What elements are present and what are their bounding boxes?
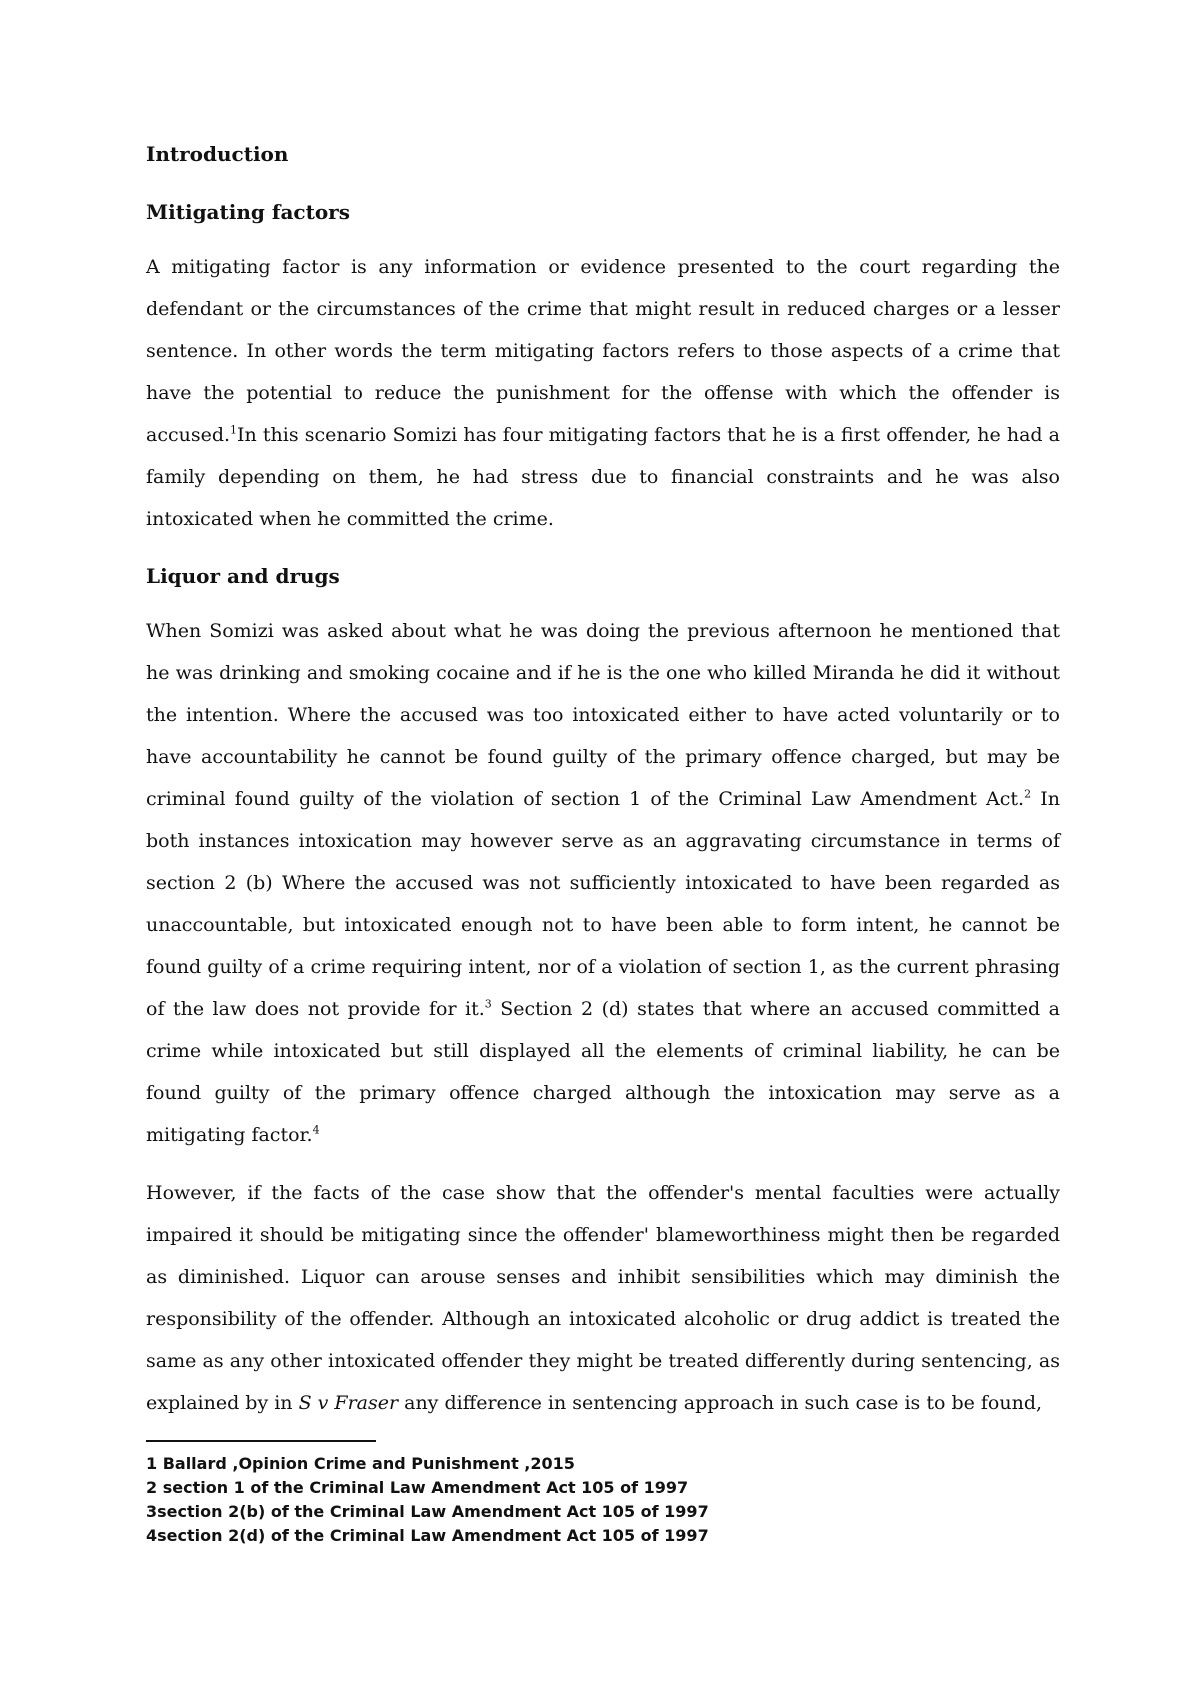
footnote-3: 3section 2(b) of the Criminal Law Amendment Act 105 of 1997 <box>146 1502 709 1521</box>
paragraph-text: However, if the facts of the case show that the offender's mental faculties were actually impaired it should be mitigating since the offender' blameworthiness might then be regarded as diminished. Liquor can arouse senses and inhibit sensibilities which may diminish the responsibility of the offender. Although an intoxicated alcoholic or drug addict is treated the same as any other intoxicated offender they might be treated differently during sentencing, as explained by in <box>146 1182 1060 1414</box>
section-heading-mitigating-factors: Mitigating factors <box>146 200 350 224</box>
section-heading-liquor-and-drugs: Liquor and drugs <box>146 564 340 588</box>
paragraph-mitigating-definition <box>146 246 1060 540</box>
paragraph-text: In this scenario Somizi has four mitigating factors that he is a first offender, he had a family depending on them, he had stress due to financial constraints and he was also intoxicated when he committed the crime. <box>146 424 1060 530</box>
paragraph-mental-faculties <box>146 1172 1060 1424</box>
document-title: Introduction <box>146 142 289 166</box>
paragraph-text: In both instances intoxication may however serve as an aggravating circumstance in terms of section 2 (b) Where the accused was not sufficiently intoxicated to have been regarded as unaccountable, but intoxicated enough not to have been able to form intent, he cannot be found guilty of a crime requiring intent, nor of a violation of section 1, as the current phrasing of the law does not provide for it. <box>146 788 1060 1020</box>
footnote-separator <box>146 1440 376 1442</box>
footnote-2: 2 section 1 of the Criminal Law Amendment Act 105 of 1997 <box>146 1478 689 1497</box>
footnote-4: 4section 2(d) of the Criminal Law Amendment Act 105 of 1997 <box>146 1526 709 1545</box>
footnote-ref-1: 1 <box>230 423 238 437</box>
paragraph-somizi-intoxication <box>146 610 1060 1156</box>
paragraph-text: any difference in sentencing approach in such case is to be found, <box>398 1392 1043 1414</box>
footnote-1: 1 Ballard ,Opinion Crime and Punishment ,2015 <box>146 1454 575 1473</box>
paragraph-text: When Somizi was asked about what he was doing the previous afternoon he mentioned that he was drinking and smoking cocaine and if he is the one who killed Miranda he did it without the intention. Where the accused was too intoxicated either to have acted voluntarily or to have accountability he cannot be found guilty of the primary offence charged, but may be criminal found guilty of the violation of section 1 of the Criminal Law Amendment Act. <box>146 620 1060 810</box>
footnotes <box>146 1452 1060 1548</box>
case-name: S v Fraser <box>298 1392 399 1414</box>
footnote-ref-4: 4 <box>312 1123 320 1137</box>
paragraph-text: Section 2 (d) states that where an accused committed a crime while intoxicated but still displayed all the elements of criminal liability, he can be found guilty of the primary offence charged although the intoxication may serve as a mitigating factor. <box>146 998 1060 1146</box>
paragraph-text: A mitigating factor is any information or evidence presented to the court regarding the defendant or the circumstances of the crime that might result in reduced charges or a lesser sentence. In other words the term mitigating factors refers to those aspects of a crime that have the potential to reduce the punishment for the offense with which the offender is accused. <box>146 256 1060 446</box>
footnote-ref-2: 2 <box>1024 787 1032 801</box>
footnote-ref-3: 3 <box>484 997 492 1011</box>
document-page <box>146 140 1060 1548</box>
